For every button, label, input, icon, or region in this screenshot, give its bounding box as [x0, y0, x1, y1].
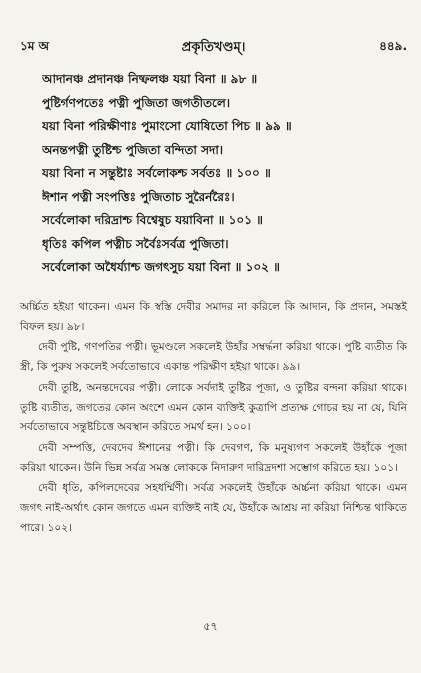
sanskrit-verses: [42, 68, 401, 280]
commentary-paragraph: দেবী ধৃতি, কপিলদেবের সহধর্ম্মিণী। সর্বত্র সকলেই উহাঁকে অর্চ্চনা করিয়া থাকে। এমন জগৎ নাই-অর্থাৎ কোন জগতে এমন ব্যক্তিই নাই যে, উহাঁকে আশ্রয় না করিয়া নিশ্চিন্ত থাকিতে পারে। ১০২।: [20, 482, 407, 534]
section-title: প্রকৃতিখণ্ডম্।: [181, 40, 246, 55]
verse-line: সর্বেলোকা অধৈর্য্যাশ্চ জগৎসুচ যয়া বিনা ॥ ১০২ ॥: [42, 260, 280, 274]
page-header: [20, 38, 407, 56]
verse-line: ধৃতিঃ কপিল পত্নীচ সর্বৈঃসর্বত্র পুজিতা।: [42, 236, 229, 251]
commentary-paragraph: দেবী পুষ্টি, গণপতির পত্নী। ভূমণ্ডলে সকলেই উহাঁর সম্বর্দ্ধনা করিয়া থাকে। পুষ্টি ব্যতীত কি স্ত্রী, কি পুরুষ সকলেই সর্বতোভাবে একান্ত পরিক্ষীণ হইয়া থাকে। ৯৯।: [20, 341, 407, 374]
verse-line: সর্বেলোকা দরিদ্রাশ্চ বিশ্বেষুচ যয়াবিনা ॥ ১০১ ॥: [42, 213, 263, 227]
verse-line: ঈশান পত্নী সংপত্তিঃ পুজিতাচ সুরৈর্নরৈঃ।: [42, 189, 235, 204]
chapter-label: ১ম অ: [20, 39, 50, 53]
bengali-commentary: [20, 298, 407, 539]
page-number: ৪৪৯.: [379, 39, 407, 53]
signature-mark: ৫৭: [203, 620, 218, 633]
verse-line: অনন্তপত্নী তুষ্টিশ্চ পুজিতা বন্দিতা সদা।: [42, 142, 224, 157]
verse-line: যয়া বিনা পরিক্ষীণাঃ পুমাংসো যোষিতো পিচ ॥ ৯৯ ॥: [42, 119, 292, 133]
commentary-paragraph: দেবী তুষ্টি, অনন্তদেবের পত্নী। লোকে সর্বদাই তুষ্টির পূজা, ও তুষ্টির বন্দনা করিয়া থাকে। তুষ্টি ব্যতীত, জগতের কোন অংশে এমন কোন ব্যক্তিই কুত্রাপি প্রত্যক্ষ গোচর হয় না যে, যিনি সর্বতোভাবে সন্তুষ্টচিত্তে অবস্থান করিতে সমর্থ হন। ১০০।: [20, 381, 407, 434]
verse-line: আদানঞ্চ প্রদানঞ্চ নিষ্ফলঞ্চ যয়া বিনা ॥ ৯৮ ॥: [42, 72, 258, 86]
verse-line: পুষ্টির্গণপতেঃ পত্নী পুজিতা জগতীতলে।: [42, 95, 231, 110]
commentary-paragraph: অর্চ্চিত হইয়া থাকেন। এমন কি স্বস্তি দেবীর সমাদর না করিলে কি আদান, কি প্রদান, সমস্তই বিফল হয়। ৯৮।: [20, 301, 407, 333]
verse-line: যয়া বিনা ন সন্তুষ্টাঃ সর্বলোকশ্চ সর্বতঃ ॥ ১০০ ॥: [42, 166, 271, 180]
commentary-paragraph: দেবী সম্পত্তি, দেবদেব ঈশানের পত্নী। কি দেবগণ, কি মনুষ্যগণ সকলেই উহাঁকে পূজা করিয়া থাকেন। উনি ভিন্ন সর্বত্র সমস্ত লোককে নিদারুণ দারিদ্রদশা সম্ভোগ করিতে হয়। ১০১।: [20, 441, 407, 474]
